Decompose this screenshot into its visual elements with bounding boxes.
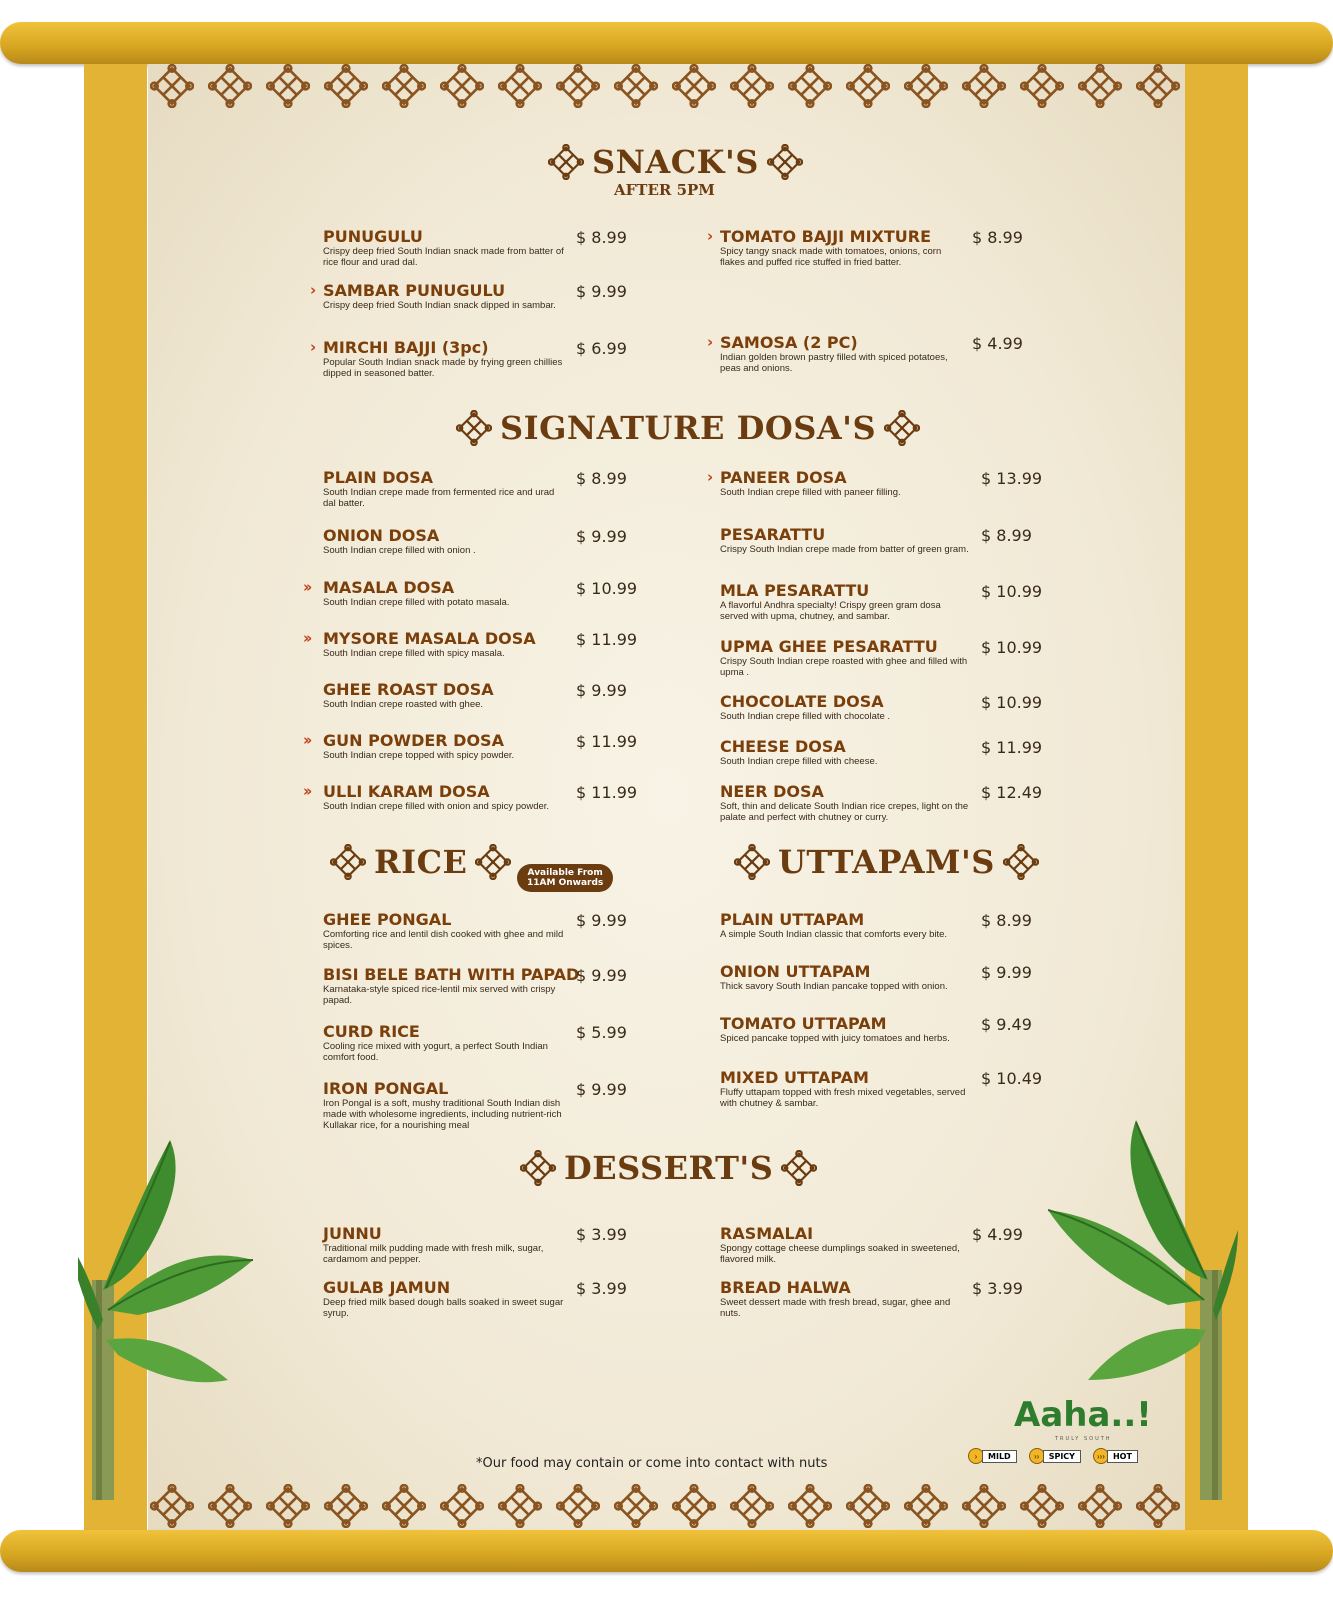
menu-item-name: MYSORE MASALA DOSA bbox=[323, 629, 536, 648]
menu-item-name: NEER DOSA bbox=[720, 782, 824, 801]
chili-level-icon: › bbox=[968, 1448, 984, 1464]
spice-indicator-icon: ›› bbox=[303, 578, 310, 596]
menu-item-name: ONION UTTAPAM bbox=[720, 962, 871, 981]
menu-item-price: $ 9.99 bbox=[576, 282, 627, 301]
kolam-knot-icon bbox=[962, 64, 1006, 110]
menu-item-description: South Indian crepe filled with onion . bbox=[323, 545, 476, 556]
menu-item-price: $ 8.99 bbox=[981, 526, 1032, 545]
menu-item-name: MIRCHI BAJJI (3pc) bbox=[323, 338, 489, 357]
menu-item-description: Crispy deep fried South Indian snack made from batter of rice flour and urad dal. bbox=[323, 246, 564, 268]
menu-item-description: South Indian crepe filled with onion and spicy powder. bbox=[323, 801, 550, 812]
kolam-knot-icon bbox=[730, 1484, 774, 1530]
menu-item bbox=[323, 732, 566, 761]
menu-item-name: GHEE ROAST DOSA bbox=[323, 680, 494, 699]
menu-item bbox=[323, 1225, 566, 1265]
legend-mild bbox=[968, 1448, 1017, 1464]
section-subtitle: AFTER 5PM bbox=[614, 181, 715, 199]
kolam-knot-icon bbox=[788, 1484, 832, 1530]
kolam-left-icon bbox=[520, 1150, 556, 1186]
menu-item-description: Traditional milk pudding made with fresh milk, sugar, cardamom and pepper. bbox=[323, 1243, 544, 1265]
section-header-dosas bbox=[456, 410, 920, 446]
menu-item-description: Karnataka-style spiced rice-lentil mix served with crispy papad. bbox=[323, 984, 556, 1006]
section-header-uttapam bbox=[734, 844, 1039, 880]
section-header-snacks bbox=[548, 144, 803, 180]
spice-indicator-icon: ›› bbox=[303, 731, 310, 749]
kolam-right-icon bbox=[884, 410, 920, 446]
menu-item-price: $ 8.99 bbox=[576, 228, 627, 247]
menu-item bbox=[323, 469, 566, 509]
menu-item-description: Comforting rice and lentil dish cooked with ghee and mild spices. bbox=[323, 929, 564, 951]
menu-item bbox=[720, 228, 962, 268]
section-header-rice bbox=[330, 844, 511, 880]
menu-item bbox=[720, 911, 971, 940]
kolam-right-icon bbox=[767, 144, 803, 180]
menu-item-price: $ 11.99 bbox=[576, 783, 638, 802]
menu-item-price: $ 9.99 bbox=[576, 527, 627, 546]
menu-item-name: PESARATTU bbox=[720, 525, 826, 544]
menu-item-description: Crispy deep fried South Indian snack dipped in sambar. bbox=[323, 300, 556, 311]
menu-item-name: PANEER DOSA bbox=[720, 468, 847, 487]
menu-item-price: $ 13.99 bbox=[981, 469, 1043, 488]
menu-item bbox=[720, 963, 971, 992]
menu-item-description: South Indian crepe filled with potato masala. bbox=[323, 597, 510, 608]
menu-item-price: $ 10.49 bbox=[981, 1069, 1043, 1088]
kolam-knot-icon bbox=[382, 1484, 426, 1530]
banana-plant-left-icon bbox=[78, 1140, 258, 1500]
menu-item-price: $ 4.99 bbox=[972, 1225, 1023, 1244]
spice-indicator-icon: › bbox=[707, 468, 711, 486]
menu-item-price: $ 10.99 bbox=[576, 579, 638, 598]
menu-item bbox=[720, 638, 971, 678]
menu-item bbox=[720, 582, 971, 622]
menu-item bbox=[720, 738, 971, 767]
kolam-knot-icon bbox=[440, 1484, 484, 1530]
legend-label: MILD bbox=[982, 1450, 1017, 1463]
menu-item bbox=[720, 469, 971, 498]
section-header-desserts bbox=[520, 1150, 817, 1186]
menu-item bbox=[720, 1015, 971, 1044]
scroll-top-rod bbox=[0, 22, 1333, 64]
menu-item-description: Spongy cottage cheese dumplings soaked in sweetened, flavored milk. bbox=[720, 1243, 960, 1265]
section-title: DESSERT'S bbox=[564, 1149, 774, 1187]
chili-level-icon: ›› bbox=[1029, 1448, 1045, 1464]
kolam-knot-icon bbox=[1136, 64, 1180, 110]
menu-item bbox=[323, 579, 566, 608]
menu-item-name: MIXED UTTAPAM bbox=[720, 1068, 869, 1087]
menu-item bbox=[720, 334, 962, 374]
kolam-border-bottom bbox=[150, 1484, 1184, 1530]
kolam-knot-icon bbox=[730, 64, 774, 110]
kolam-left-icon bbox=[456, 410, 492, 446]
menu-item bbox=[323, 681, 566, 710]
menu-item bbox=[323, 1023, 566, 1063]
kolam-knot-icon bbox=[208, 64, 252, 110]
kolam-border-top bbox=[150, 64, 1184, 110]
menu-item-description: South Indian crepe filled with paneer filling. bbox=[720, 487, 901, 498]
menu-item-price: $ 8.99 bbox=[972, 228, 1023, 247]
spice-indicator-icon: › bbox=[310, 281, 314, 299]
menu-item-description: South Indian crepe made from fermented rice and urad dal batter. bbox=[323, 487, 555, 509]
kolam-knot-icon bbox=[672, 1484, 716, 1530]
menu-item-price: $ 5.99 bbox=[576, 1023, 627, 1042]
menu-item-price: $ 6.99 bbox=[576, 339, 627, 358]
menu-item-price: $ 10.99 bbox=[981, 693, 1043, 712]
logo-tagline: TRULY SOUTH bbox=[1055, 1436, 1112, 1442]
menu-item-description: Spiced pancake topped with juicy tomatoes and herbs. bbox=[720, 1033, 950, 1044]
menu-item-name: SAMBAR PUNUGULU bbox=[323, 281, 506, 300]
menu-item-name: ULLI KARAM DOSA bbox=[323, 782, 490, 801]
menu-item-description: South Indian crepe filled with spicy masala. bbox=[323, 648, 505, 659]
section-title: SIGNATURE DOSA'S bbox=[500, 409, 877, 447]
kolam-knot-icon bbox=[324, 1484, 368, 1530]
spice-indicator-icon: › bbox=[707, 333, 711, 351]
legend-hot bbox=[1093, 1448, 1138, 1464]
menu-item-price: $ 11.99 bbox=[576, 732, 638, 751]
menu-item-description: Soft, thin and delicate South Indian rice crepes, light on the palate and perfect with chutney or curry. bbox=[720, 801, 969, 823]
kolam-right-icon bbox=[475, 844, 511, 880]
menu-item-price: $ 3.99 bbox=[576, 1279, 627, 1298]
menu-item-price: $ 12.49 bbox=[981, 783, 1043, 802]
allergy-note: *Our food may contain or come into contact with nuts bbox=[476, 1456, 828, 1471]
menu-item-description: Indian golden brown pastry filled with spiced potatoes, peas and onions. bbox=[720, 352, 948, 374]
menu-item-description: A simple South Indian classic that comforts every bite. bbox=[720, 929, 948, 940]
kolam-left-icon bbox=[734, 844, 770, 880]
menu-item-price: $ 9.49 bbox=[981, 1015, 1032, 1034]
menu-item bbox=[720, 1069, 971, 1109]
scroll-bottom-rod bbox=[0, 1530, 1333, 1572]
kolam-knot-icon bbox=[498, 64, 542, 110]
menu-item-name: TOMATO UTTAPAM bbox=[720, 1014, 887, 1033]
menu-item-description: A flavorful Andhra specialty! Crispy green gram dosa served with upma, chutney, and sambar. bbox=[720, 600, 941, 622]
kolam-knot-icon bbox=[614, 1484, 658, 1530]
menu-item-description: Sweet dessert made with fresh bread, sugar, ghee and nuts. bbox=[720, 1297, 951, 1319]
menu-item-name: JUNNU bbox=[323, 1224, 382, 1243]
menu-item-name: RASMALAI bbox=[720, 1224, 814, 1243]
menu-item-name: GULAB JAMUN bbox=[323, 1278, 451, 1297]
menu-item bbox=[323, 965, 580, 1006]
spice-indicator-icon: ›› bbox=[303, 629, 310, 647]
spice-legend bbox=[968, 1448, 1138, 1464]
kolam-knot-icon bbox=[1020, 64, 1064, 110]
menu-item-price: $ 11.99 bbox=[576, 630, 638, 649]
banana-plant-right-icon bbox=[1048, 1120, 1238, 1500]
menu-item-price: $ 10.99 bbox=[981, 638, 1043, 657]
kolam-knot-icon bbox=[904, 1484, 948, 1530]
kolam-left-icon bbox=[548, 144, 584, 180]
menu-item-description: South Indian crepe filled with cheese. bbox=[720, 756, 878, 767]
menu-item bbox=[323, 630, 566, 659]
section-title: SNACK'S bbox=[592, 143, 759, 181]
menu-item-description: South Indian crepe filled with chocolate . bbox=[720, 711, 891, 722]
kolam-knot-icon bbox=[846, 1484, 890, 1530]
kolam-knot-icon bbox=[150, 64, 194, 110]
menu-item-price: $ 4.99 bbox=[972, 334, 1023, 353]
menu-item-name: IRON PONGAL bbox=[323, 1079, 449, 1098]
menu-item-description: South Indian crepe roasted with ghee. bbox=[323, 699, 484, 710]
menu-item bbox=[323, 339, 566, 379]
menu-item-name: CHOCOLATE DOSA bbox=[720, 692, 884, 711]
menu-item-name: BISI BELE BATH WITH PAPAD bbox=[323, 965, 580, 984]
legend-label: SPICY bbox=[1043, 1450, 1081, 1463]
menu-item-price: $ 3.99 bbox=[972, 1279, 1023, 1298]
kolam-knot-icon bbox=[382, 64, 426, 110]
menu-item-name: GUN POWDER DOSA bbox=[323, 731, 504, 750]
spice-indicator-icon: › bbox=[707, 227, 711, 245]
menu-item-description: Cooling rice mixed with yogurt, a perfect South Indian comfort food. bbox=[323, 1041, 548, 1063]
menu-item-name: ONION DOSA bbox=[323, 526, 440, 545]
menu-item bbox=[720, 526, 971, 555]
menu-item-price: $ 9.99 bbox=[576, 911, 627, 930]
menu-item-name: SAMOSA (2 PC) bbox=[720, 333, 858, 352]
kolam-knot-icon bbox=[904, 64, 948, 110]
menu-item-price: $ 9.99 bbox=[576, 681, 627, 700]
availability-badge: Available From 11AM Onwards bbox=[517, 864, 613, 892]
legend-label: HOT bbox=[1107, 1450, 1138, 1463]
menu-item-name: PUNUGULU bbox=[323, 227, 423, 246]
menu-item-description: Iron Pongal is a soft, mushy traditional South Indian dish made with wholesome ingredients, including nutrient-rich Kullakar rice, for a nourishing meal bbox=[323, 1098, 562, 1131]
kolam-knot-icon bbox=[266, 64, 310, 110]
menu-item-price: $ 9.99 bbox=[576, 966, 627, 985]
kolam-knot-icon bbox=[266, 1484, 310, 1530]
kolam-knot-icon bbox=[440, 64, 484, 110]
menu-item-price: $ 10.99 bbox=[981, 582, 1043, 601]
menu-item-name: CHEESE DOSA bbox=[720, 737, 846, 756]
menu-item bbox=[720, 1279, 962, 1319]
menu-item bbox=[720, 693, 971, 722]
spice-indicator-icon: › bbox=[310, 338, 314, 356]
menu-item-description: Crispy South Indian crepe made from batter of green gram. bbox=[720, 544, 969, 555]
kolam-knot-icon bbox=[556, 64, 600, 110]
menu-item bbox=[323, 527, 566, 556]
menu-item-description: Crispy South Indian crepe roasted with ghee and filled with upma . bbox=[720, 656, 968, 678]
menu-item-price: $ 9.99 bbox=[576, 1080, 627, 1099]
menu-item-price: $ 8.99 bbox=[576, 469, 627, 488]
kolam-knot-icon bbox=[324, 64, 368, 110]
menu-item-name: PLAIN DOSA bbox=[323, 468, 434, 487]
kolam-knot-icon bbox=[788, 64, 832, 110]
menu-item bbox=[323, 1279, 566, 1319]
menu-item-name: GHEE PONGAL bbox=[323, 910, 452, 929]
menu-item-description: Fluffy uttapam topped with fresh mixed vegetables, served with chutney & sambar. bbox=[720, 1087, 966, 1109]
kolam-right-icon bbox=[1003, 844, 1039, 880]
menu-item-description: South Indian crepe topped with spicy powder. bbox=[323, 750, 515, 761]
menu-item-price: $ 8.99 bbox=[981, 911, 1032, 930]
menu-item-price: $ 9.99 bbox=[981, 963, 1032, 982]
menu-item-name: MLA PESARATTU bbox=[720, 581, 870, 600]
menu-item bbox=[323, 228, 566, 268]
kolam-knot-icon bbox=[1078, 64, 1122, 110]
kolam-knot-icon bbox=[498, 1484, 542, 1530]
kolam-knot-icon bbox=[962, 1484, 1006, 1530]
chili-level-icon: ››› bbox=[1093, 1448, 1109, 1464]
menu-item bbox=[323, 1080, 566, 1131]
menu-item bbox=[720, 1225, 962, 1265]
section-title: UTTAPAM'S bbox=[778, 843, 995, 881]
menu-item-name: TOMATO BAJJI MIXTURE bbox=[720, 227, 932, 246]
kolam-left-icon bbox=[330, 844, 366, 880]
menu-item-description: Deep fried milk based dough balls soaked in sweet sugar syrup. bbox=[323, 1297, 564, 1319]
kolam-knot-icon bbox=[672, 64, 716, 110]
menu-item-name: MASALA DOSA bbox=[323, 578, 455, 597]
menu-item-name: CURD RICE bbox=[323, 1022, 420, 1041]
menu-item-price: $ 11.99 bbox=[981, 738, 1043, 757]
kolam-knot-icon bbox=[556, 1484, 600, 1530]
menu-item bbox=[323, 282, 566, 311]
legend-spicy bbox=[1029, 1448, 1081, 1464]
menu-item bbox=[323, 783, 566, 812]
menu-item-description: Popular South Indian snack made by frying green chillies dipped in seasoned batter. bbox=[323, 357, 563, 379]
menu-item bbox=[323, 911, 566, 951]
kolam-right-icon bbox=[781, 1150, 817, 1186]
menu-item-name: BREAD HALWA bbox=[720, 1278, 851, 1297]
section-title: RICE bbox=[374, 843, 468, 881]
kolam-knot-icon bbox=[614, 64, 658, 110]
kolam-knot-icon bbox=[846, 64, 890, 110]
menu-item-description: Spicy tangy snack made with tomatoes, onions, corn flakes and puffed rice stuffed in fried batter. bbox=[720, 246, 942, 268]
menu-item-price: $ 3.99 bbox=[576, 1225, 627, 1244]
menu-item-name: UPMA GHEE PESARATTU bbox=[720, 637, 938, 656]
menu-item-name: PLAIN UTTAPAM bbox=[720, 910, 865, 929]
menu-item-description: Thick savory South Indian pancake topped with onion. bbox=[720, 981, 948, 992]
aaha-logo: Aaha..! bbox=[1014, 1395, 1152, 1435]
menu-item bbox=[720, 783, 971, 823]
spice-indicator-icon: ›› bbox=[303, 782, 310, 800]
